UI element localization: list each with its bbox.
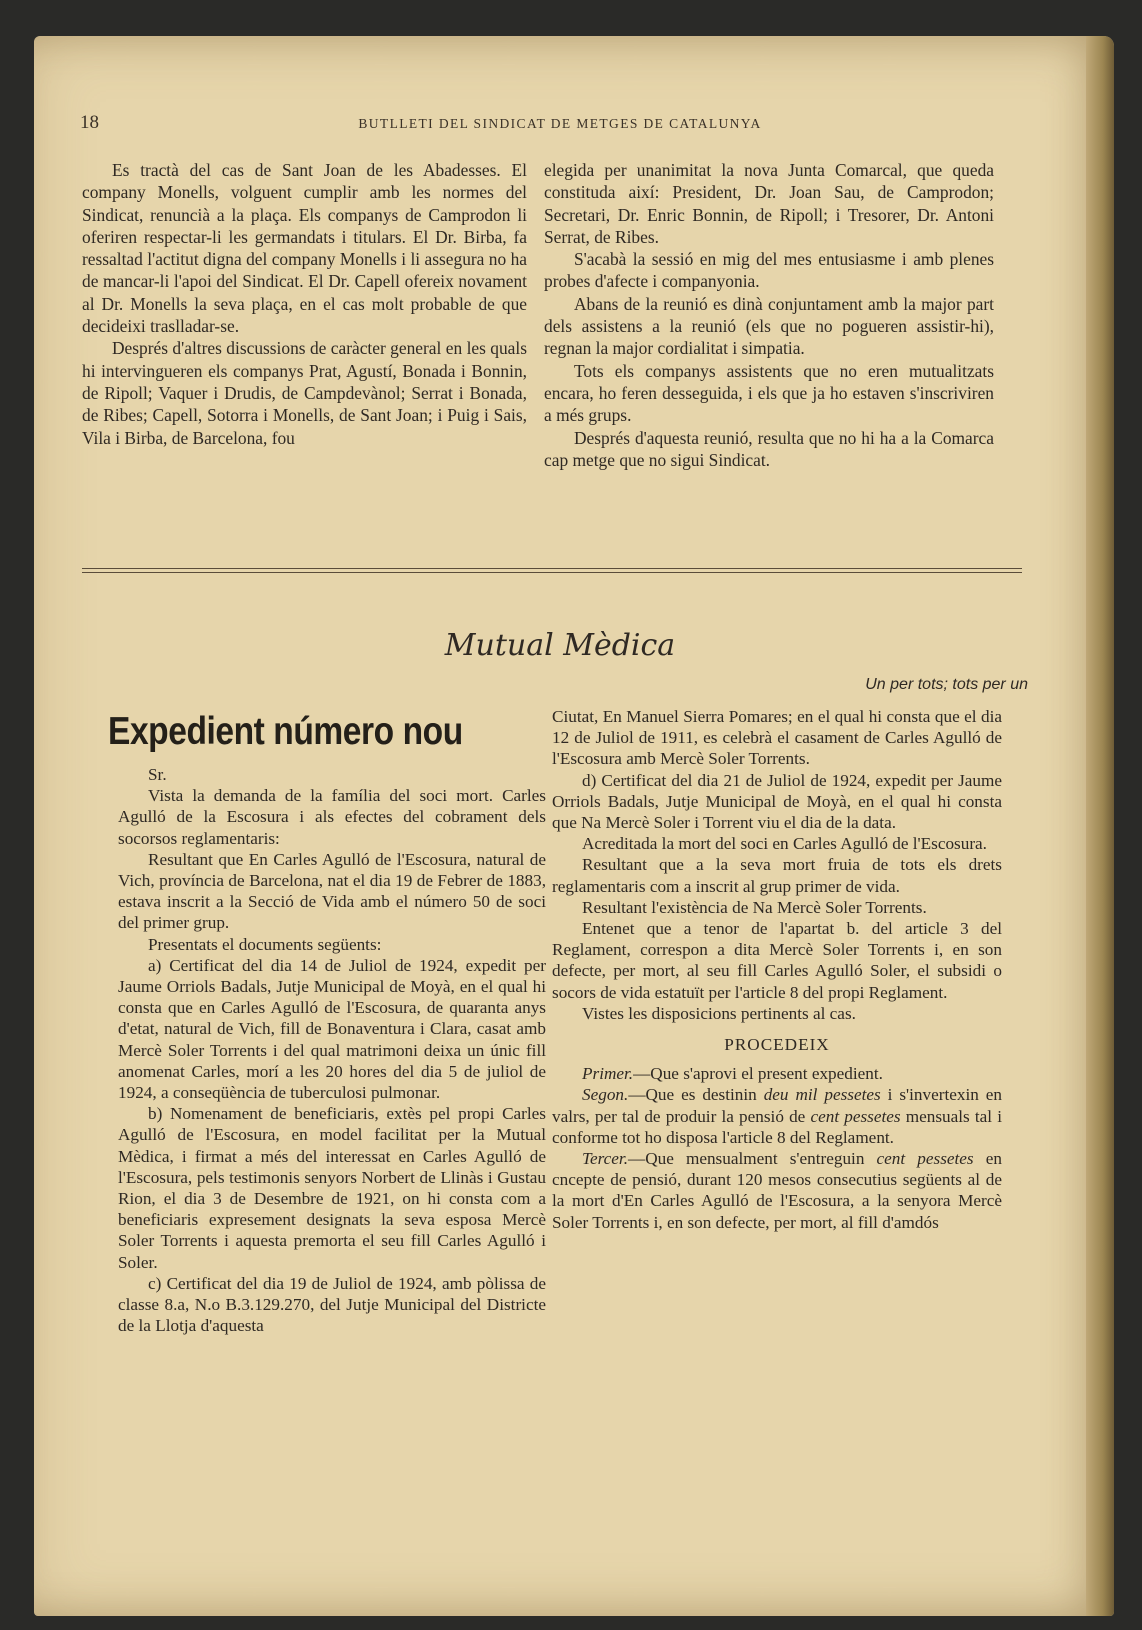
article-left-column	[118, 764, 546, 1336]
running-title: BUTLLETI DEL SINDICAT DE METGES DE CATALUNYA	[358, 116, 762, 131]
paragraph: Abans de la reunió es dinà conjuntament amb la major part dels assistens a la reunió (els que no pogueren assistir-hi), regnan la major cordialitat i simpatia.	[544, 293, 994, 359]
paragraph: Ciutat, En Manuel Sierra Pomares; en el qual hi consta que el dia 12 de Juliol de 1911, es celebrà el casament de Carles Agulló de l'Escosura amb Mercè Soler Torrents.	[552, 707, 1002, 769]
article-right-column	[552, 706, 1002, 1233]
salutation: Sr.	[148, 765, 167, 784]
resolution-text: en cncepte de pensió, durant 120 mesos consecutius següents al de la mort d'En Carles Agulló de l'Escosura, a la senyora Mercè Soler Torrents i, en son defecte, per mort, al fill d'amdós	[552, 1149, 1002, 1232]
paragraph: Vista la demanda de la família del soci mort. Carles Agulló de la Escosura i als efectes del cobrament dels socorsos reglamentaris:	[118, 786, 546, 848]
paragraph: Vistes les disposicions pertinents al cas.	[582, 1003, 856, 1023]
paragraph: Resultant l'existència de Na Mercè Soler Torrents.	[582, 897, 927, 917]
resolution-label: Segon.	[582, 1085, 629, 1105]
section-motto: Un per tots; tots per un	[865, 676, 1028, 693]
article-headline: Expedient número nou	[108, 710, 463, 753]
paragraph: Presentats el documents següents:	[148, 934, 382, 954]
paragraph: c) Certificat del dia 19 de Juliol de 1924, amb pòlissa de classe 8.a, N.o B.3.129.270, del Jutje Municipal del Districte de la Llotja d'aquesta	[118, 1273, 546, 1336]
paragraph: Resultant que a la seva mort fruia de tots els drets reglamentaris com a inscrit al grup primer de vida.	[552, 855, 1002, 896]
resolution-primer	[552, 1063, 1002, 1084]
paragraph: Després d'aquesta reunió, resulta que no hi ha a la Comarca cap metge que no sigui Sindicat.	[544, 427, 994, 470]
resolution-text: —Que mensualment s'entreguin	[628, 1149, 877, 1169]
page-number: 18	[80, 112, 99, 133]
paragraph: Després d'altres discussions de caràcter general en les quals hi intervingueren els companys Prat, Agustí, Bonada i Bonnin, de Ripoll; Vaquer i Drudis, de Campdevànol; Serrat i Bonada, de Ribes; Capell, Sotorra i Monells, de Sant Joan; i Puig i Sais, Vila i Birba, de Barcelona, fou	[82, 338, 527, 448]
paragraph: Acreditada la mort del soci en Carles Agulló de l'Escosura.	[582, 834, 987, 854]
section-divider	[82, 572, 1022, 573]
section-divider	[82, 568, 1022, 569]
emphasis: cent pessetes	[810, 1106, 901, 1126]
paragraph: Entenet que a tenor de l'apartat b. del article 3 del Reglament, correspon a dita Mercè Soler Torrents i, en son defecte, per mort, al seu fill Carles Agulló Soler, el subsidi o socors de vida estatuït per l'article 8 del propi Reglament.	[552, 919, 1002, 1002]
emphasis: deu mil pessetes	[763, 1085, 881, 1105]
paragraph: Tots els companys assistents que no eren mutualitzats encara, ho feren desseguida, i els que ja ho estaven s'inscriviren a més grups.	[544, 360, 994, 426]
section-title: Mutual Mèdica	[444, 628, 676, 663]
procedeix-heading: PROCEDEIX	[724, 1035, 830, 1055]
paragraph: S'acabà la sessió en mig del mes entusiasme i amb plenes probes d'afecte i companyonia.	[544, 249, 994, 292]
resolution-segon	[552, 1084, 1002, 1148]
resolution-text: mensuals tal i conforme tot ho disposa l'article 8 del Reglament.	[552, 1106, 1003, 1147]
paragraph: Resultant que En Carles Agulló de l'Escosura, natural de Vich, província de Barcelona, nat el dia 19 de Febrer de 1883, estava inscrit a la Secció de Vida amb el número 50 de soci del primer grup.	[118, 849, 546, 933]
resolution-text: —Que es destinin	[628, 1085, 764, 1105]
emphasis: cent pessetes	[876, 1149, 974, 1169]
paragraph: d) Certificat del dia 21 de Juliol de 1924, expedit per Jaume Orriols Badals, Jutje Municipal de Moyà, en el qual hi consta que Na Mercè Soler i Torrent viu el dia de la data.	[552, 770, 1002, 833]
paragraph: elegida per unanimitat la nova Junta Comarcal, que queda constituda així: President, Dr. Joan Sau, de Camprodon; Secretari, Dr. Enric Bonnin, de Ripoll; i Tresorer, Dr. Antoni Serrat, de Ribes.	[544, 160, 994, 247]
paragraph: a) Certificat del dia 14 de Juliol de 1924, expedit per Jaume Orriols Badals, Jutje Municipal de Moyà, en el qual hi consta que en Carles Agulló de l'Escosura, de quaranta anys d'etat, natural de Vich, fill de Bonaventura i Clara, casat amb Mercè Soler Torrents i del qual matrimoni deixa un únic fill anomenat Carles, morí a les 20 hores del dia 5 de juliol de 1924, a conseqüència de tuberculosi pulmonar.	[118, 955, 546, 1103]
page-header	[80, 112, 1040, 142]
resolution-text: i s'invertexin en valrs, per tal de produir la pensió de	[552, 1085, 1002, 1126]
paragraph: Es tractà del cas de Sant Joan de les Abadesses. El company Monells, volguent cumplir amb les normes del Sindicat, renuncià a la plaça. Els companys de Camprodon li oferiren respectar-li les germandats i titulars. El Dr. Birba, fa ressaltad l'actitut digna del company Monells i li assegura no ha de mancar-li l'apoi del Sindicat. El Dr. Capell ofereix novament al Dr. Monells la seva plaça, en el cas molt probable de que decideixi traslladar-se.	[82, 160, 527, 337]
resolution-label: Primer.	[582, 1064, 634, 1084]
book-page	[34, 36, 1114, 1616]
resolution-tercer	[552, 1148, 1002, 1233]
paragraph: b) Nomenament de beneficiaris, extès pel propi Carles Agulló de l'Escosura, en model facilitat per la Mutual Mèdica, i firmat a més del interessat en Carles Agulló de l'Escosura, pels testimonis senyors Norbert de Llinàs i Gustau Rion, el dia 3 de Desembre de 1921, on hi consta com a beneficiaris expresement designats la seva esposa Mercè Soler Torrents i aquesta premorta el seu fill Carles Agulló i Soler.	[118, 1104, 546, 1272]
top-right-column	[544, 159, 994, 471]
book-binding	[1086, 36, 1114, 1616]
resolution-text: —Que s'aprovi el present expedient.	[633, 1064, 883, 1084]
resolution-label: Tercer.	[582, 1149, 628, 1169]
top-left-column	[82, 159, 527, 449]
